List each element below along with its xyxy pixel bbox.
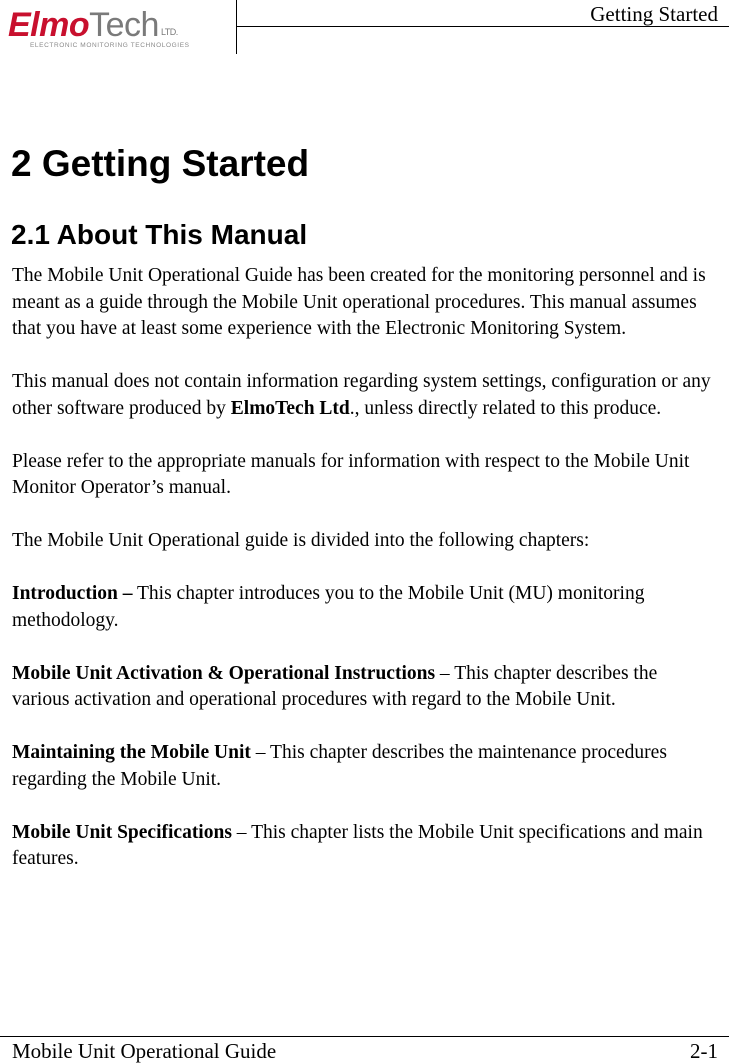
section-heading: 2.1 About This Manual: [11, 219, 308, 250]
paragraph-scope-after: ., unless directly related to this produce.: [349, 397, 662, 419]
paragraph-intro: The Mobile Unit Operational Guide has been created for the monitoring personnel and is meant as a guide through the Mobile Unit operational procedures. This manual assumes that you have at least some experience with the Electronic Monitoring System.: [12, 265, 706, 339]
paragraph-scope: [12, 369, 717, 422]
logo-brand-suffix: Tech: [89, 6, 159, 44]
chapter-entry-title: Mobile Unit Specifications: [12, 821, 232, 843]
logo-tagline: ELECTRONIC MONITORING TECHNOLOGIES: [30, 42, 190, 49]
chapter-entry-activation: [12, 661, 717, 714]
chapter-entry-description: – This chapter describes the maintenance procedures regarding the Mobile Unit.: [12, 742, 667, 790]
paragraph-chapters-intro: The Mobile Unit Operational guide is divided into the following chapters:: [12, 530, 590, 551]
chapter-entry-maintaining: [12, 740, 717, 793]
chapter-entry-description: – This chapter lists the Mobile Unit specifications and main features.: [12, 821, 703, 869]
body-text: [12, 263, 717, 873]
paragraph-scope-before: This manual does not contain information regarding system settings, configuration or any other software produced by: [12, 371, 711, 419]
chapter-entry-introduction: [12, 581, 717, 634]
elmotech-logo: [8, 6, 224, 50]
footer-divider: [0, 1036, 729, 1037]
chapter-entry-title: Maintaining the Mobile Unit: [12, 742, 251, 763]
logo-brand-prefix: Elmo: [8, 6, 90, 44]
chapter-heading: 2 Getting Started: [11, 143, 310, 184]
chapter-entry-description: This chapter introduces you to the Mobile Unit (MU) monitoring methodology.: [12, 583, 645, 631]
company-name: ElmoTech Ltd: [230, 397, 350, 419]
footer-document-title: Mobile Unit Operational Guide: [12, 1039, 277, 1063]
chapter-entry-title: Introduction –: [12, 583, 133, 604]
chapter-entry-specifications: [12, 820, 717, 873]
footer-page-number: 2-1: [690, 1039, 718, 1063]
chapter-entry-title: Mobile Unit Activation & Operational Instructions: [12, 662, 436, 684]
header-divider-vertical: [236, 0, 237, 54]
logo-ltd: LTD.: [160, 27, 178, 37]
running-header-title: Getting Started: [590, 2, 718, 26]
chapter-entry-description: – This chapter describes the various activation and operational procedures with regard to the Mobile Unit.: [12, 662, 658, 710]
paragraph-references: Please refer to the appropriate manuals for information with respect to the Mobile Unit Monitor Operator’s manual.: [12, 450, 690, 498]
